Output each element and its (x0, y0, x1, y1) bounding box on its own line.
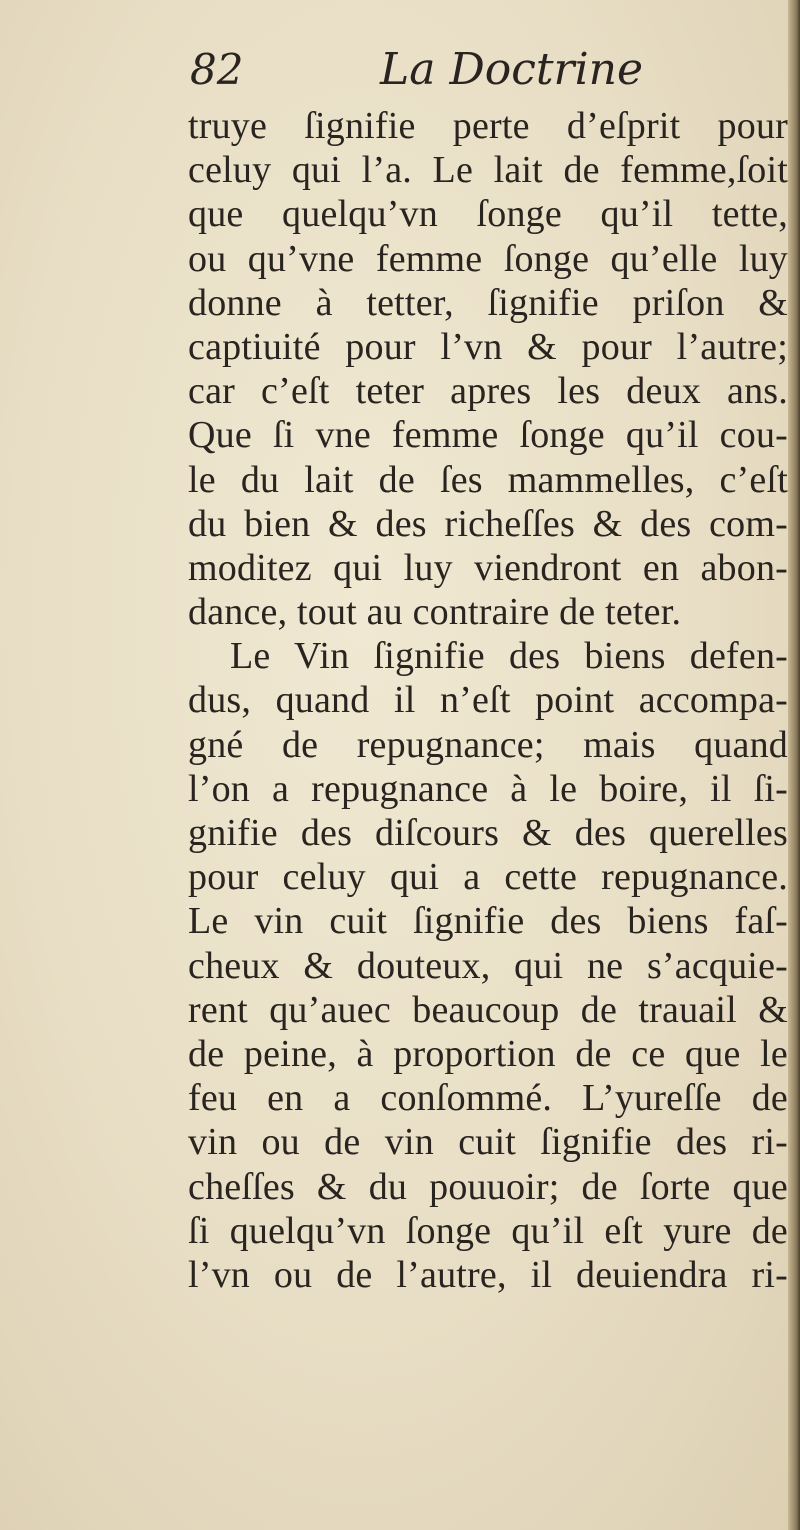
text-line: celuy qui l’a. Le lait de femme,ſoit (188, 149, 788, 192)
text-line: gnifie des diſcours & des querelles (188, 812, 788, 854)
page-number: 82 (190, 45, 244, 94)
text-line: vin ou de vin cuit ſignifie des ri- (188, 1121, 788, 1164)
page-edge (788, 0, 800, 1530)
text-line: rent qu’auec beaucoup de trauail & (188, 988, 788, 1031)
running-head: La Doctrine (380, 44, 644, 95)
text-line: truye ſignifie perte d’eſprit pour (188, 105, 788, 147)
text-line: feu en a conſommé. L’yureſſe de (188, 1077, 788, 1120)
text-line: pour celuy qui a cette repugnance. (188, 856, 788, 899)
page-header (190, 40, 770, 100)
text-line: le du lait de ſes mammelles, c’eſt (188, 458, 788, 501)
text-line: moditez qui luy viendront en abon- (188, 546, 788, 589)
text-line: gné de repugnance; mais quand (188, 723, 788, 766)
text-line: l’vn ou de l’autre, il deuiendra ri- (188, 1253, 788, 1296)
text-line: du bien & des richeſſes & des com- (188, 502, 788, 545)
text-line: Le vin cuit ſignifie des biens faſ- (188, 900, 788, 943)
text-line: cheſſes & du pouuoir; de ſorte que (188, 1165, 788, 1208)
text-line: dance, tout au contraire de teter. (188, 591, 682, 634)
body-text (188, 104, 788, 1297)
text-line: Que ſi vne femme ſonge qu’il cou- (188, 414, 788, 457)
text-line: captiuité pour l’vn & pour l’autre; (188, 325, 788, 368)
text-line: cheux & douteux, qui ne s’acquie- (188, 944, 788, 987)
text-line: que quelqu’vn ſonge qu’il tette, (188, 193, 788, 236)
paragraph-start-line: Le Vin ſignifie des biens defen- (230, 635, 788, 678)
text-line: l’on a repugnance à le boire, il ſi- (188, 767, 788, 810)
text-line: donne à tetter, ſignifie priſon & (188, 281, 788, 324)
text-line: dus, quand il n’eſt point accompa- (188, 679, 788, 722)
text-line: car c’eſt teter apres les deux ans. (188, 370, 788, 413)
text-line: ou qu’vne femme ſonge qu’elle luy (188, 237, 788, 280)
text-line: de peine, à proportion de ce que le (188, 1032, 788, 1075)
text-line: ſi quelqu’vn ſonge qu’il eſt yure de (188, 1209, 788, 1252)
